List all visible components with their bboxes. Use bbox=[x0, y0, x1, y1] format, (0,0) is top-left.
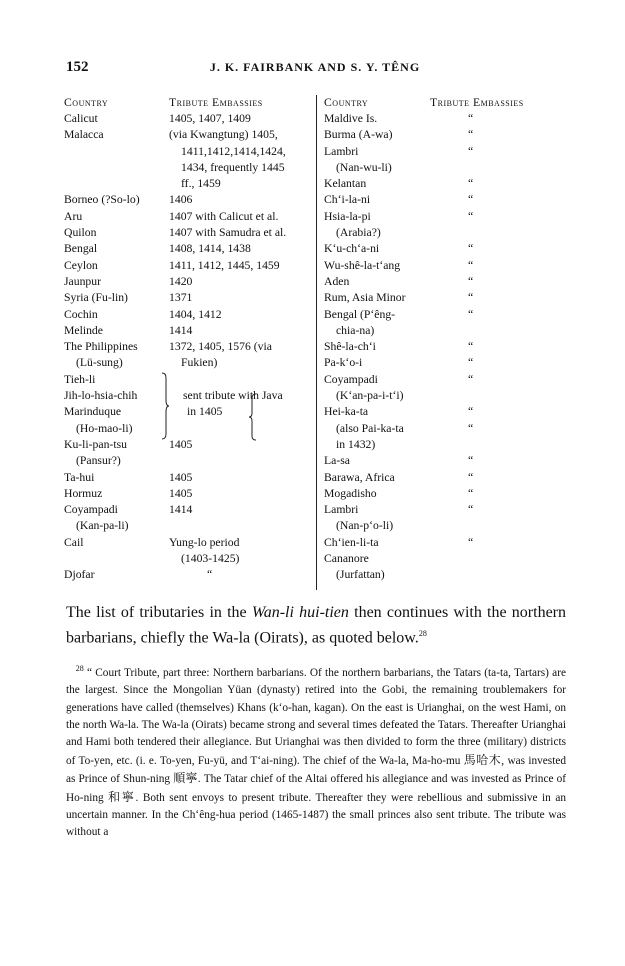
table-row bbox=[324, 535, 566, 551]
tribute-cell: ff., 1459 bbox=[181, 177, 221, 191]
country-cell: Ku-li-pan-tsu bbox=[64, 437, 127, 451]
tribute-cell: 1405 bbox=[169, 486, 193, 500]
table-row bbox=[324, 307, 566, 323]
country-cell: Maldive Is. bbox=[324, 112, 378, 125]
tribute-cell bbox=[169, 453, 316, 469]
country-cell: Cail bbox=[64, 535, 84, 549]
country-cell: Ceylon bbox=[64, 258, 98, 272]
country-cell: (K‘an-pa-i-t‘i) bbox=[336, 389, 404, 403]
tribute-cell: “ bbox=[468, 291, 474, 305]
body-paragraph bbox=[66, 602, 566, 648]
tribute-cell bbox=[169, 372, 316, 388]
book-title: Wan-li hui-tien bbox=[251, 604, 349, 621]
tribute-cell: 1414 bbox=[169, 323, 193, 337]
table-row bbox=[324, 518, 566, 534]
country-cell: Aru bbox=[64, 209, 83, 223]
country-cell: Quilon bbox=[64, 226, 97, 240]
footnote-text-3: . The Tatar chief of the Altai offered his allegiance and was invested as Prince of Ho-ning bbox=[66, 773, 566, 804]
table-left-column bbox=[64, 95, 316, 584]
brace-right bbox=[249, 393, 257, 441]
table-row bbox=[324, 470, 566, 486]
tribute-cell: 1414 bbox=[169, 503, 193, 517]
tribute-cell: “ bbox=[468, 405, 474, 419]
table-row bbox=[64, 518, 316, 534]
tribute-cell bbox=[430, 567, 566, 583]
table-row bbox=[324, 486, 566, 502]
country-cell: (also Pai-ka-ta bbox=[336, 421, 404, 435]
tribute-cell: sent tribute with Java bbox=[183, 389, 283, 403]
country-cell: Ch‘i-la-ni bbox=[324, 193, 371, 207]
table-row bbox=[324, 290, 566, 306]
tribute-cell: “ bbox=[468, 242, 474, 256]
country-cell bbox=[64, 551, 169, 567]
table-row bbox=[324, 388, 566, 404]
tribute-cell: “ bbox=[468, 372, 474, 386]
tribute-cell: “ bbox=[468, 470, 474, 484]
table-row bbox=[64, 111, 316, 127]
column-divider bbox=[316, 95, 317, 590]
table-row bbox=[64, 176, 316, 192]
tribute-cell: Yung-lo period bbox=[169, 535, 240, 549]
table-row bbox=[324, 551, 566, 567]
tribute-cell: “ bbox=[468, 356, 474, 370]
footnote-ref: 28 bbox=[418, 629, 427, 638]
country-cell bbox=[64, 176, 169, 192]
country-cell: La-sa bbox=[324, 454, 350, 468]
country-cell: Cananore bbox=[324, 552, 369, 566]
tribute-cell: 1406 bbox=[169, 193, 193, 207]
tribute-cell: “ bbox=[468, 193, 474, 207]
country-cell: Hormuz bbox=[64, 486, 103, 500]
table-row bbox=[64, 437, 316, 453]
country-cell: (Jurfattan) bbox=[336, 568, 385, 582]
country-cell: Marinduque bbox=[64, 405, 122, 419]
country-cell bbox=[64, 160, 169, 176]
tribute-cell: 1372, 1405, 1576 (via bbox=[169, 340, 272, 354]
footnote bbox=[66, 660, 566, 842]
table-header-left bbox=[64, 95, 316, 111]
country-cell: in 1432) bbox=[336, 437, 376, 451]
table-header-right bbox=[324, 95, 566, 111]
country-cell: Syria (Fu-lin) bbox=[64, 291, 128, 305]
table-row bbox=[64, 160, 316, 176]
table-row bbox=[64, 404, 316, 420]
table-row bbox=[324, 111, 566, 127]
country-cell: Jaunpur bbox=[64, 274, 102, 288]
table-row bbox=[324, 404, 566, 420]
col-header-tribute: Tribute Embassies bbox=[169, 96, 263, 109]
table-row bbox=[64, 209, 316, 225]
table-row bbox=[64, 241, 316, 257]
country-cell: Coyampadi bbox=[64, 503, 118, 517]
table-row bbox=[64, 225, 316, 241]
table-row bbox=[64, 339, 316, 355]
table-row bbox=[324, 144, 566, 160]
footnote-cjk-2: 順寧 bbox=[173, 771, 198, 786]
tribute-cell: 1408, 1414, 1438 bbox=[169, 242, 251, 256]
country-cell: Tieh-li bbox=[64, 372, 96, 386]
table-row bbox=[64, 127, 316, 143]
tribute-cell: “ bbox=[468, 128, 474, 142]
country-cell: Barawa, Africa bbox=[324, 470, 395, 484]
tribute-cell: 1411,1412,1414,1424, bbox=[181, 144, 286, 158]
table-row bbox=[324, 453, 566, 469]
footnote-cjk-3: 和寧 bbox=[108, 789, 136, 804]
col-header-tribute-right: Tribute Embassies bbox=[430, 96, 524, 109]
running-header bbox=[66, 59, 564, 79]
col-header-country: Country bbox=[64, 96, 109, 109]
right-rows bbox=[324, 111, 566, 584]
table-right-column bbox=[324, 95, 566, 584]
tribute-cell: “ bbox=[468, 340, 474, 354]
table-row bbox=[64, 355, 316, 371]
table-row bbox=[324, 176, 566, 192]
table-row bbox=[64, 290, 316, 306]
tribute-cell: “ bbox=[468, 454, 474, 468]
country-cell: Borneo (?So-lo) bbox=[64, 193, 140, 207]
table-row bbox=[324, 502, 566, 518]
tribute-cell bbox=[430, 388, 566, 404]
country-cell: Mogadisho bbox=[324, 486, 377, 500]
body-text-2: then continues with the northern barbarians, chiefly the Wa-la (Oirats), as quoted below. bbox=[66, 604, 567, 647]
country-cell: Coyampadi bbox=[324, 372, 378, 386]
tribute-cell: 1407 with Calicut et al. bbox=[169, 209, 279, 223]
table-row bbox=[324, 567, 566, 583]
tribute-cell: 1405 bbox=[169, 437, 193, 451]
table-row bbox=[64, 307, 316, 323]
country-cell: (Nan-p‘o-li) bbox=[336, 519, 394, 533]
table-row bbox=[64, 567, 316, 583]
country-cell: (Arabia?) bbox=[336, 226, 381, 240]
country-cell: Djofar bbox=[64, 568, 95, 582]
tribute-cell bbox=[430, 225, 566, 241]
table-row bbox=[64, 535, 316, 551]
table-row bbox=[324, 437, 566, 453]
tribute-cell: “ bbox=[468, 307, 474, 321]
table-row bbox=[64, 144, 316, 160]
table-row bbox=[324, 225, 566, 241]
country-cell bbox=[64, 144, 169, 160]
running-head-title: J. K. FAIRBANK AND S. Y. TÊNG bbox=[209, 60, 421, 74]
tribute-cell: “ bbox=[468, 535, 474, 549]
table-row bbox=[324, 372, 566, 388]
country-cell: The Philippines bbox=[64, 340, 138, 354]
table-row bbox=[324, 339, 566, 355]
country-cell: Hsia-la-pi bbox=[324, 209, 371, 223]
country-cell: Lambri bbox=[324, 503, 359, 517]
country-cell: Bengal (P‘êng- bbox=[324, 307, 396, 321]
table-row bbox=[324, 160, 566, 176]
country-cell: (Kan-pa-li) bbox=[76, 519, 129, 533]
tribute-cell: 1405 bbox=[169, 470, 193, 484]
tribute-cell: (via Kwangtung) 1405, bbox=[169, 128, 278, 142]
tribute-cell: “ bbox=[468, 274, 474, 288]
table-row bbox=[324, 258, 566, 274]
table-row bbox=[324, 127, 566, 143]
country-cell: Kelantan bbox=[324, 177, 367, 191]
country-cell: Calicut bbox=[64, 112, 98, 125]
tribute-cell: 1404, 1412 bbox=[169, 307, 222, 321]
country-cell: Hei-ka-ta bbox=[324, 405, 369, 419]
body-text: The list of tributaries in the bbox=[66, 604, 252, 621]
table-row bbox=[64, 486, 316, 502]
country-cell: K‘u-ch‘a-ni bbox=[324, 242, 380, 256]
table-row bbox=[64, 323, 316, 339]
table-row bbox=[324, 274, 566, 290]
country-cell: Aden bbox=[324, 274, 350, 288]
tribute-cell: 1371 bbox=[169, 291, 193, 305]
footnote-marker: 28 bbox=[75, 664, 84, 673]
tribute-cell: “ bbox=[468, 421, 474, 435]
table-row bbox=[64, 551, 316, 567]
country-cell: (Nan-wu-li) bbox=[336, 160, 392, 174]
table-row bbox=[64, 274, 316, 290]
country-cell: Pa-k‘o-i bbox=[324, 356, 363, 370]
tribute-cell: in 1405 bbox=[187, 405, 223, 419]
tribute-cell bbox=[430, 160, 566, 176]
table-row bbox=[324, 323, 566, 339]
country-cell: Ta-hui bbox=[64, 470, 95, 484]
country-cell: (Ho-mao-li) bbox=[76, 421, 133, 435]
footnote-cjk-1: 馬哈木 bbox=[463, 752, 502, 767]
tribute-cell: Fukien) bbox=[181, 356, 218, 370]
tribute-cell: “ bbox=[207, 568, 213, 582]
table-row bbox=[324, 209, 566, 225]
tribute-cell: “ bbox=[468, 177, 474, 191]
brace bbox=[161, 372, 169, 440]
table-row bbox=[324, 241, 566, 257]
table-row bbox=[324, 192, 566, 208]
table-row bbox=[64, 192, 316, 208]
left-rows bbox=[64, 111, 316, 584]
country-cell: Ch‘ien-li-ta bbox=[324, 535, 379, 549]
tribute-cell bbox=[430, 518, 566, 534]
tribute-cell: “ bbox=[468, 144, 474, 158]
tribute-cell: “ bbox=[468, 112, 474, 125]
tribute-cell: “ bbox=[468, 258, 474, 272]
table-row bbox=[64, 453, 316, 469]
table-row bbox=[324, 355, 566, 371]
country-cell: Melinde bbox=[64, 323, 103, 337]
tribute-cell: (1403-1425) bbox=[181, 552, 240, 566]
page-number: 152 bbox=[66, 59, 89, 75]
footnote-text-4: . Both sent envoys to present tribute. Thereafter they were rebellious and submissive in an uncertain manner. In the Ch‘êng-hua period (1465-1487) the small princes also sent tribute. The tribute was without a bbox=[66, 791, 566, 839]
col-header-country-right: Country bbox=[324, 96, 369, 109]
tribute-cell: “ bbox=[468, 209, 474, 223]
country-cell: Rum, Asia Minor bbox=[324, 291, 406, 305]
country-cell: Cochin bbox=[64, 307, 98, 321]
country-cell: Burma (A-wa) bbox=[324, 128, 393, 142]
country-cell: Jih-lo-hsia-chih bbox=[64, 389, 138, 403]
country-cell: chia-na) bbox=[336, 323, 375, 337]
tribute-cell bbox=[169, 518, 316, 534]
country-cell: Shê-la-ch‘i bbox=[324, 340, 376, 354]
tribute-cell: 1405, 1407, 1409 bbox=[169, 112, 251, 125]
tribute-cell: 1420 bbox=[169, 274, 193, 288]
table-row bbox=[324, 421, 566, 437]
country-cell: Malacca bbox=[64, 128, 104, 142]
country-cell: Bengal bbox=[64, 242, 98, 256]
tribute-cell bbox=[430, 551, 566, 567]
country-cell: Lambri bbox=[324, 144, 359, 158]
table-row bbox=[64, 372, 316, 388]
tribute-cell: “ bbox=[468, 503, 474, 517]
tribute-cell: 1434, frequently 1445 bbox=[181, 160, 285, 174]
tribute-table bbox=[64, 95, 566, 590]
tribute-cell bbox=[430, 437, 566, 453]
country-cell: (Pansur?) bbox=[76, 454, 121, 468]
tribute-cell: 1411, 1412, 1445, 1459 bbox=[169, 258, 280, 272]
tribute-cell bbox=[430, 323, 566, 339]
footnote-text-1: “ Court Tribute, part three: Northern barbarians. Of the northern barbarians, the Tatars (ta-ta, Tartars) are the largest. Since the Mongolian Yüan (dynasty) retired into the Gobi, the remaining troublemakers for generations have called (themselves) Khans (k‘o-han, kagan). On the east is Urianghai, on the west Hami, on the north Wa-la. The Wa-la (Oirats) became strong and several times defeated the Tatars. Thereafter Urianghai and Hami both tendered their allegiance. But Urianghai was then divided to form the three (military) districts of To-yen, etc. (i. e. To-yen, Fu-yü, and T‘ai-ning). The chief of the Wa-la, Ma-ho-mu bbox=[66, 666, 566, 767]
tribute-cell: “ bbox=[468, 486, 474, 500]
table-row bbox=[64, 470, 316, 486]
tribute-cell bbox=[169, 421, 316, 437]
country-cell: Wu-shê-la-t‘ang bbox=[324, 258, 401, 272]
table-row bbox=[64, 502, 316, 518]
tribute-cell: 1407 with Samudra et al. bbox=[169, 226, 287, 240]
table-row bbox=[64, 258, 316, 274]
table-row bbox=[64, 388, 316, 404]
footnote-text-2: , was invested as Prince of Shun-ning bbox=[66, 754, 566, 786]
table-row bbox=[64, 421, 316, 437]
country-cell: (Lü-sung) bbox=[76, 356, 123, 370]
